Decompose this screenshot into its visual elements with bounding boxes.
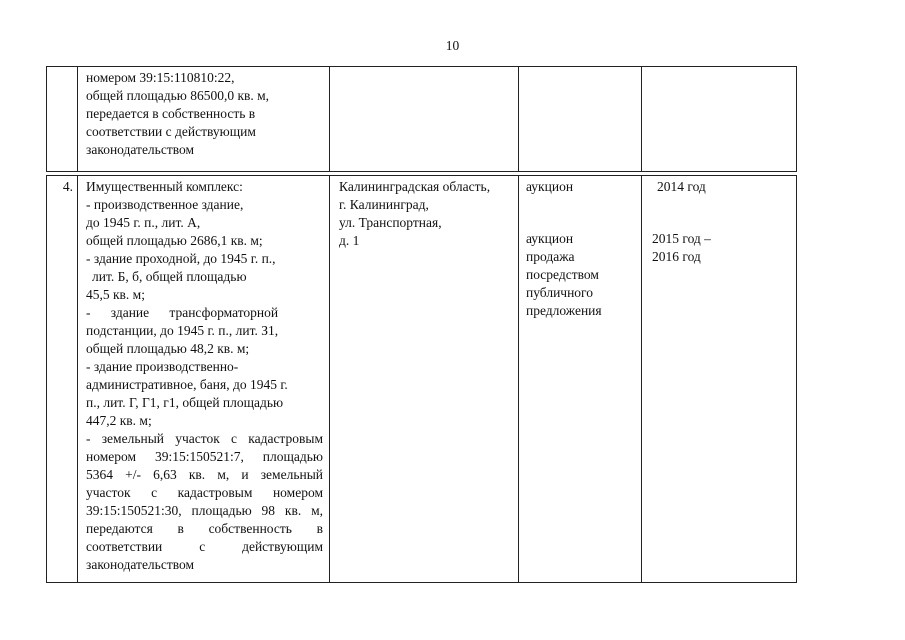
method-line: посредством bbox=[526, 267, 599, 282]
address-line: ул. Транспортная, bbox=[339, 215, 442, 230]
year-2014: 2014 год bbox=[657, 179, 706, 194]
year-line: 2016 год bbox=[652, 249, 701, 264]
description-cell bbox=[78, 176, 330, 583]
description-line: - здание производственно- bbox=[86, 359, 239, 374]
description-line: административное, баня, до 1945 г. bbox=[86, 377, 288, 392]
address-line: д. 1 bbox=[339, 233, 360, 248]
description-line: подстанции, до 1945 г. п., лит. З1, bbox=[86, 323, 279, 338]
description-line: до 1945 г. п., лит. А, bbox=[86, 215, 201, 230]
year-line: 2015 год – bbox=[652, 231, 711, 246]
description-line: участок с кадастровым номером bbox=[86, 485, 323, 500]
method-auction: аукцион bbox=[526, 179, 574, 194]
page-number: 10 bbox=[445, 38, 460, 53]
year-cell bbox=[642, 176, 797, 583]
description-line: передается в собственность в bbox=[86, 106, 256, 121]
method-cell bbox=[519, 176, 642, 583]
table-row bbox=[47, 67, 797, 172]
description-line: Имущественный комплекс: bbox=[86, 179, 243, 194]
description-line: - производственное здание, bbox=[86, 197, 244, 212]
description-line: 447,2 кв. м; bbox=[86, 413, 152, 428]
method-cell bbox=[519, 67, 642, 172]
description-line: - земельный участок с кадастровым bbox=[86, 431, 323, 446]
address-cell bbox=[330, 176, 519, 583]
description-cell bbox=[78, 67, 330, 172]
description-line: п., лит. Г, Г1, г1, общей площадью bbox=[86, 395, 284, 410]
description-line: - здание проходной, до 1945 г. п., bbox=[86, 251, 276, 266]
description-line: общей площадью 2686,1 кв. м; bbox=[86, 233, 263, 248]
description-line: соответствии с действующим bbox=[86, 539, 323, 554]
method-line: публичного bbox=[526, 285, 594, 300]
method-line: продажа bbox=[526, 249, 575, 264]
description-line: 5364 +/- 6,63 кв. м, и земельный bbox=[86, 467, 323, 482]
description-line: 45,5 кв. м; bbox=[86, 287, 145, 302]
description-line: лит. Б, б, общей площадью bbox=[92, 269, 247, 284]
address-line: Калининградская область, bbox=[339, 179, 491, 194]
method-line: предложения bbox=[526, 303, 602, 318]
method-line: аукцион bbox=[526, 231, 574, 246]
description-line: номером 39:15:110810:22, bbox=[86, 70, 235, 85]
address-line: г. Калининград, bbox=[339, 197, 429, 212]
number-cell bbox=[47, 67, 78, 172]
description-line: общей площадью 48,2 кв. м; bbox=[86, 341, 250, 356]
table-row bbox=[47, 176, 797, 583]
description-line: законодательством bbox=[86, 142, 195, 157]
row-number: 4. bbox=[62, 179, 73, 194]
description-line: соответствии с действующим bbox=[86, 124, 256, 139]
description-line: 39:15:150521:30, площадью 98 кв. м, bbox=[86, 503, 323, 518]
address-cell bbox=[330, 67, 519, 172]
privatization-table bbox=[46, 66, 797, 583]
description-line: передаются в собственность в bbox=[86, 521, 323, 536]
description-line: законодательством bbox=[86, 557, 195, 572]
description-line: - здание трансформаторной bbox=[86, 305, 279, 320]
number-cell bbox=[47, 176, 78, 583]
description-line: общей площадью 86500,0 кв. м, bbox=[86, 88, 270, 103]
description-line: номером 39:15:150521:7, площадью bbox=[86, 449, 323, 464]
year-cell bbox=[642, 67, 797, 172]
